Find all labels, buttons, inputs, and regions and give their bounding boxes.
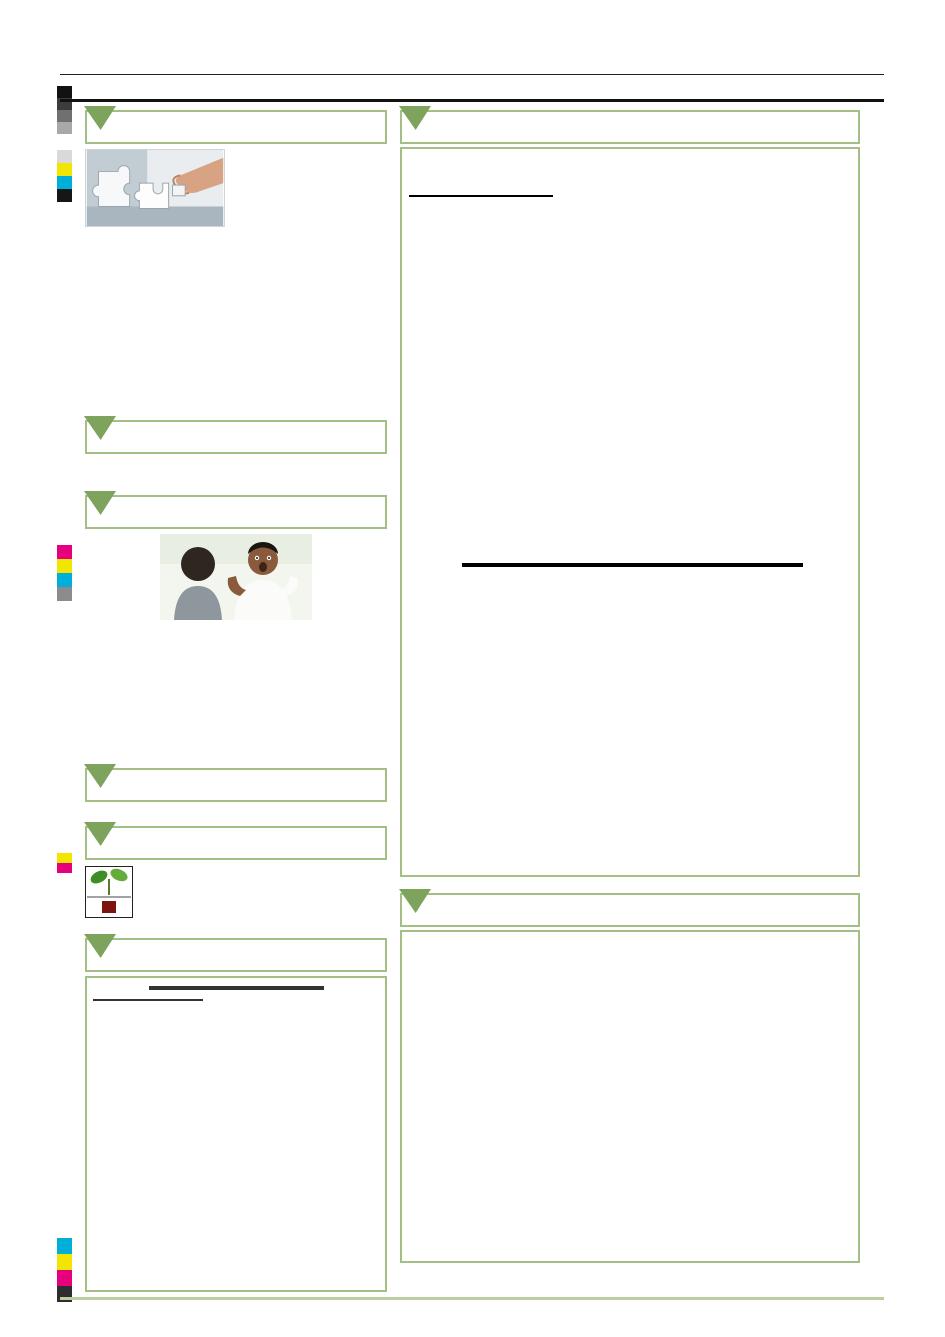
cryptoquip-title-wrap	[400, 893, 860, 927]
color-registration-marks	[57, 853, 72, 873]
sudoku-answer-block	[93, 997, 211, 1001]
riddle-section	[85, 826, 387, 918]
bottom-rule	[60, 1297, 884, 1300]
cryptoquip-content-box	[400, 930, 860, 1263]
word-of-the-day-header	[85, 110, 387, 144]
puzzle-hand-photo	[85, 149, 225, 227]
sudoku-answer-grid	[93, 999, 203, 1001]
crossword-grid	[462, 563, 803, 567]
corner-flag-icon	[84, 822, 116, 846]
rebus-row	[85, 866, 387, 918]
corner-flag-icon	[84, 106, 116, 130]
sudoku-content-box	[85, 976, 387, 1292]
odd-word-section	[85, 420, 387, 458]
cryptoquip-header	[400, 893, 860, 927]
crossword-header	[400, 110, 860, 144]
word-of-the-day-section	[85, 110, 387, 229]
color-registration-marks	[57, 545, 72, 601]
corner-flag-icon	[84, 764, 116, 788]
sudoku-header	[85, 938, 387, 972]
color-registration-marks	[57, 150, 72, 202]
word-of-day-body	[85, 148, 387, 159]
rebus-plant-icon	[85, 866, 133, 918]
crossword-content-box	[400, 147, 860, 877]
clue-value	[625, 1192, 636, 1207]
color-registration-marks	[57, 1238, 72, 1302]
corner-flag-icon	[84, 934, 116, 958]
crossword-clue-column-1	[409, 155, 557, 197]
yesterdays-answer-block	[409, 195, 557, 197]
sudoku-puzzle-grid	[149, 986, 324, 990]
quote-box-section	[85, 768, 387, 809]
cryptoquip-clue	[402, 1192, 858, 1207]
argument-photo	[160, 534, 312, 620]
phrase-of-the-day-section	[85, 495, 387, 647]
riddle-header	[85, 826, 387, 860]
odd-word-header	[85, 420, 387, 454]
corner-flag-icon	[399, 106, 431, 130]
sudoku-bottom-row	[93, 997, 379, 1001]
page-header	[60, 78, 884, 98]
cryptoquip-intro	[402, 932, 858, 940]
sudoku-section	[85, 938, 387, 1292]
rebus-answer-upside-down	[383, 898, 387, 918]
corner-flag-icon	[399, 889, 431, 913]
quote-box-header	[85, 768, 387, 802]
phrase-of-the-day-header	[85, 495, 387, 529]
top-rule	[60, 74, 884, 75]
corner-flag-icon	[84, 491, 116, 515]
header-rule	[60, 99, 884, 102]
crossword-clue-column-2	[563, 155, 713, 169]
corner-flag-icon	[84, 416, 116, 440]
sudoku-description	[220, 997, 379, 1001]
yesterdays-answer-grid	[409, 195, 553, 197]
